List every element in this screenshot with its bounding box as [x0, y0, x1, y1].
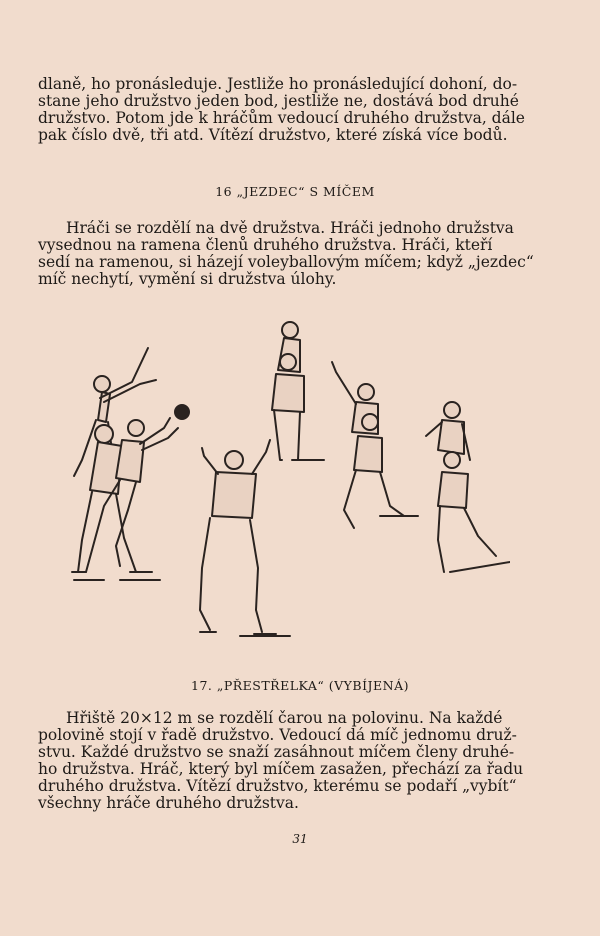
section-16-paragraph [38, 220, 538, 288]
ball-icon [175, 405, 189, 419]
players-illustration [60, 310, 510, 650]
text-line: polovině stojí v řadě družstvo. Vedoucí dá míč jednomu druž- [38, 726, 517, 744]
text-line: družstvo. Potom jde k hráčům vedoucí druhého družstva, dále [38, 109, 525, 127]
text-line: sedí na ramenou, si házejí voleyballovým míčem; když „jezdec“ [38, 253, 534, 271]
rider-ball-game-drawing [60, 310, 510, 650]
text-line: druhého družstva. Vítězí družstvo, kterému se podaří „vybít“ [38, 777, 517, 795]
center-pair-figure [272, 322, 324, 460]
text-line: vysednou na ramena členů druhého družstva. Hráči, kteří [38, 236, 493, 254]
text-line: dlaně, ho pronásleduje. Jestliže ho pronásledující dohoní, do- [38, 75, 518, 93]
center-front-figure [200, 440, 290, 636]
text-line: stvu. Každé družstvo se snaží zasáhnout míčem členy druhé- [38, 743, 515, 761]
text-line: stane jeho družstvo jeden bod, jestliže ne, dostává bod druhé [38, 92, 519, 110]
text-line: Hráči se rozdělí na dvě družstva. Hráči jednoho družstva [66, 219, 514, 237]
right-pair-figure [426, 402, 510, 572]
text-line: pak číslo dvě, tři atd. Vítězí družstvo, které získá více bodů. [38, 126, 508, 144]
text-line: Hřiště 20×12 m se rozdělí čarou na polovinu. Na každé [66, 709, 503, 727]
right-center-pair-figure [332, 362, 418, 528]
text-line: ho družstva. Hráč, který byl míčem zasažen, přechází za řadu [38, 760, 524, 778]
section-17-heading: 17. „PŘESTŘELKA“ (VYBÍJENÁ) [191, 678, 409, 693]
section-17-paragraph [38, 710, 538, 812]
paragraph-continued [38, 76, 538, 144]
text-line: míč nechytí, vymění si družstva úlohy. [38, 270, 337, 288]
page-number: 31 [292, 832, 308, 846]
text-line: všechny hráče druhého družstva. [38, 794, 299, 812]
section-16-heading: 16 „JEZDEC“ S MÍČEM [215, 184, 375, 199]
